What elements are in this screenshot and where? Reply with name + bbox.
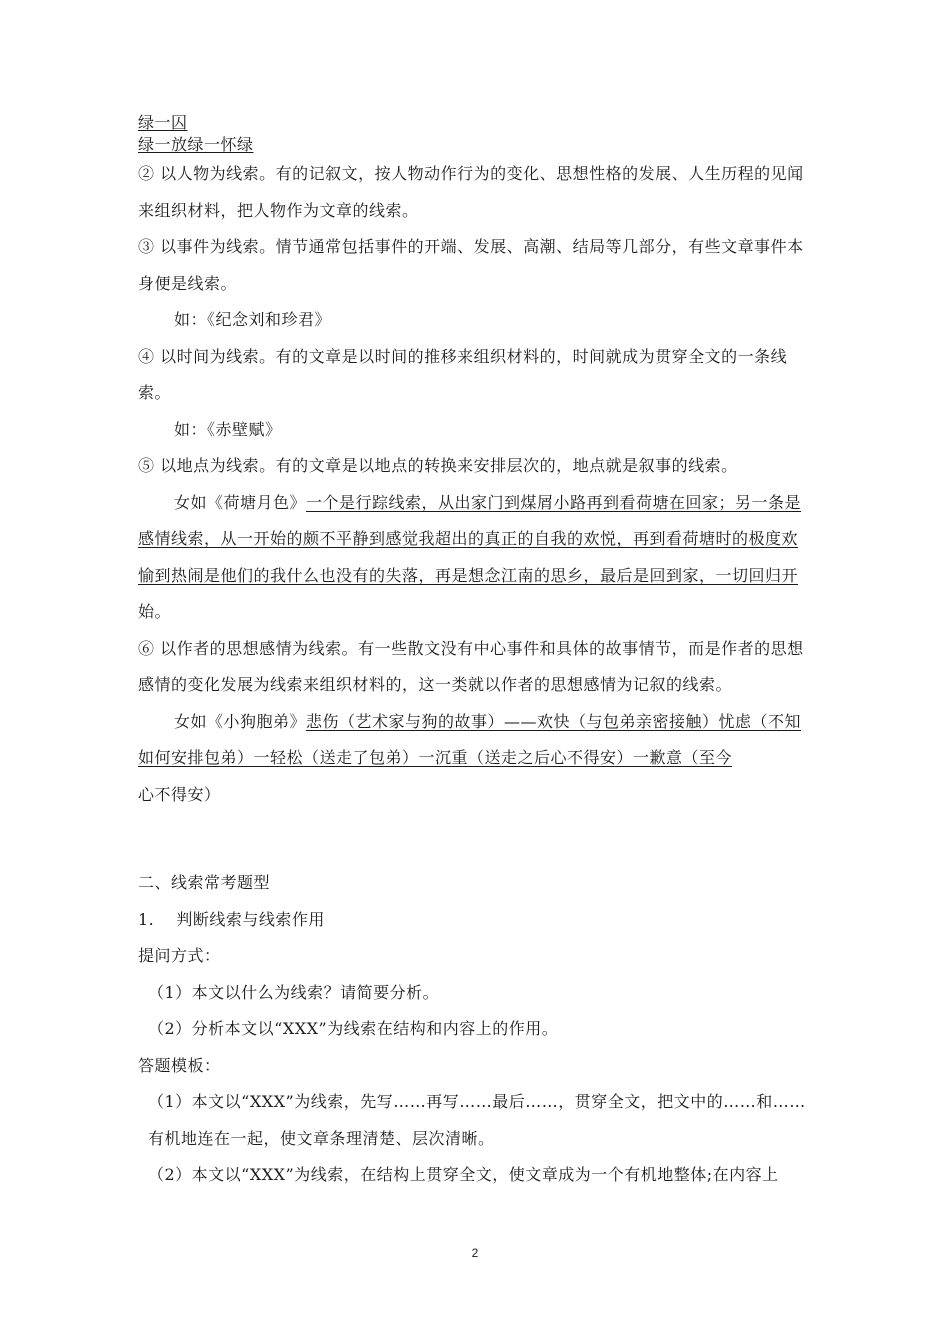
section-title: 二、线索常考题型 <box>138 873 271 892</box>
template-answer-1: （1）本文以“XXX”为线索，先写……再写……最后……，贯穿全文，把文中的……和……有机地连在一起，使文章条理清楚、层次清晰。 <box>148 1092 806 1148</box>
page-content <box>138 112 814 1194</box>
clue-by-place: ⑤ 以地点为线索。有的文章是以地点的转换来安排层次的，地点就是叙事的线索。 <box>138 456 738 475</box>
example-suffix: 始。 <box>138 602 172 621</box>
heading-line-1: 绿一囚 <box>138 113 188 132</box>
clue-by-time-example: 如：《赤壁赋》 <box>174 419 282 439</box>
clue-by-character: ② 以人物为线索。有的记叙文，按人物动作行为的变化、思想性格的发展、人生历程的见闻来组织材料，把人物作为文章的线索。 <box>138 164 804 220</box>
template-answer-2: （2）本文以“XXX”为线索，在结构上贯穿全文，使文章成为一个有机地整体;在内容上 <box>148 1165 779 1184</box>
clue-by-event: ③ 以事件为线索。情节通常包括事件的开端、发展、高潮、结局等几部分，有些文章事件本身便是线索。 <box>138 237 804 293</box>
clue-by-emotion-example <box>138 704 814 814</box>
example-prefix: 女如《小狗胞弟》 <box>174 711 307 731</box>
example-underlined-text: 一个是行踪线索，从出家门到煤屑小路再到看荷塘在回家；另一条是感情线索，从一开始的颇不平静到感觉我超出的真正的自我的欢悦，再到看荷塘时的极度欢愉到热闹是他们的我什么也没有的失落，再是想念江南的思乡，最后是回到家，一切回归开 <box>138 492 802 585</box>
template-label: 答题模板： <box>138 1055 221 1075</box>
example-underlined-text: 悲伤（艺术家与狗的故事）——欢快（与包弟亲密接触）忧虑（不知如何安排包弟）一轻松（送走了包弟）一沉重（送走之后心不得安）一歉意（至今 <box>138 711 802 767</box>
ask-label: 提问方式： <box>138 946 221 965</box>
section-spacer <box>138 813 814 865</box>
ask-question-2: （2）分析本文以“XXX”为线索在结构和内容上的作用。 <box>148 1019 559 1038</box>
example-prefix: 女如《荷塘月色》 <box>174 492 307 512</box>
heading-line-2: 绿一放绿一怀绿 <box>138 135 254 154</box>
clue-by-time: ④ 以时间为线索。有的文章是以时间的推移来组织材料的，时间就成为贯穿全文的一条线索。 <box>138 346 788 402</box>
question-type-title: 1. 判断线索与线索作用 <box>138 909 325 929</box>
clue-by-emotion: ⑥ 以作者的思想感情为线索。有一些散文没有中心事件和具体的故事情节，而是作者的思想感情的变化发展为线索来组织材料的，这一类就以作者的思想感情为记叙的线索。 <box>138 638 804 694</box>
ask-question-1: （1）本文以什么为线索？请简要分析。 <box>148 982 440 1002</box>
example-suffix: 心不得安） <box>138 784 221 804</box>
clue-by-event-example: 如：《纪念刘和珍君》 <box>174 310 332 329</box>
clue-by-place-example <box>138 485 814 631</box>
page-number: 2 <box>471 1246 479 1260</box>
